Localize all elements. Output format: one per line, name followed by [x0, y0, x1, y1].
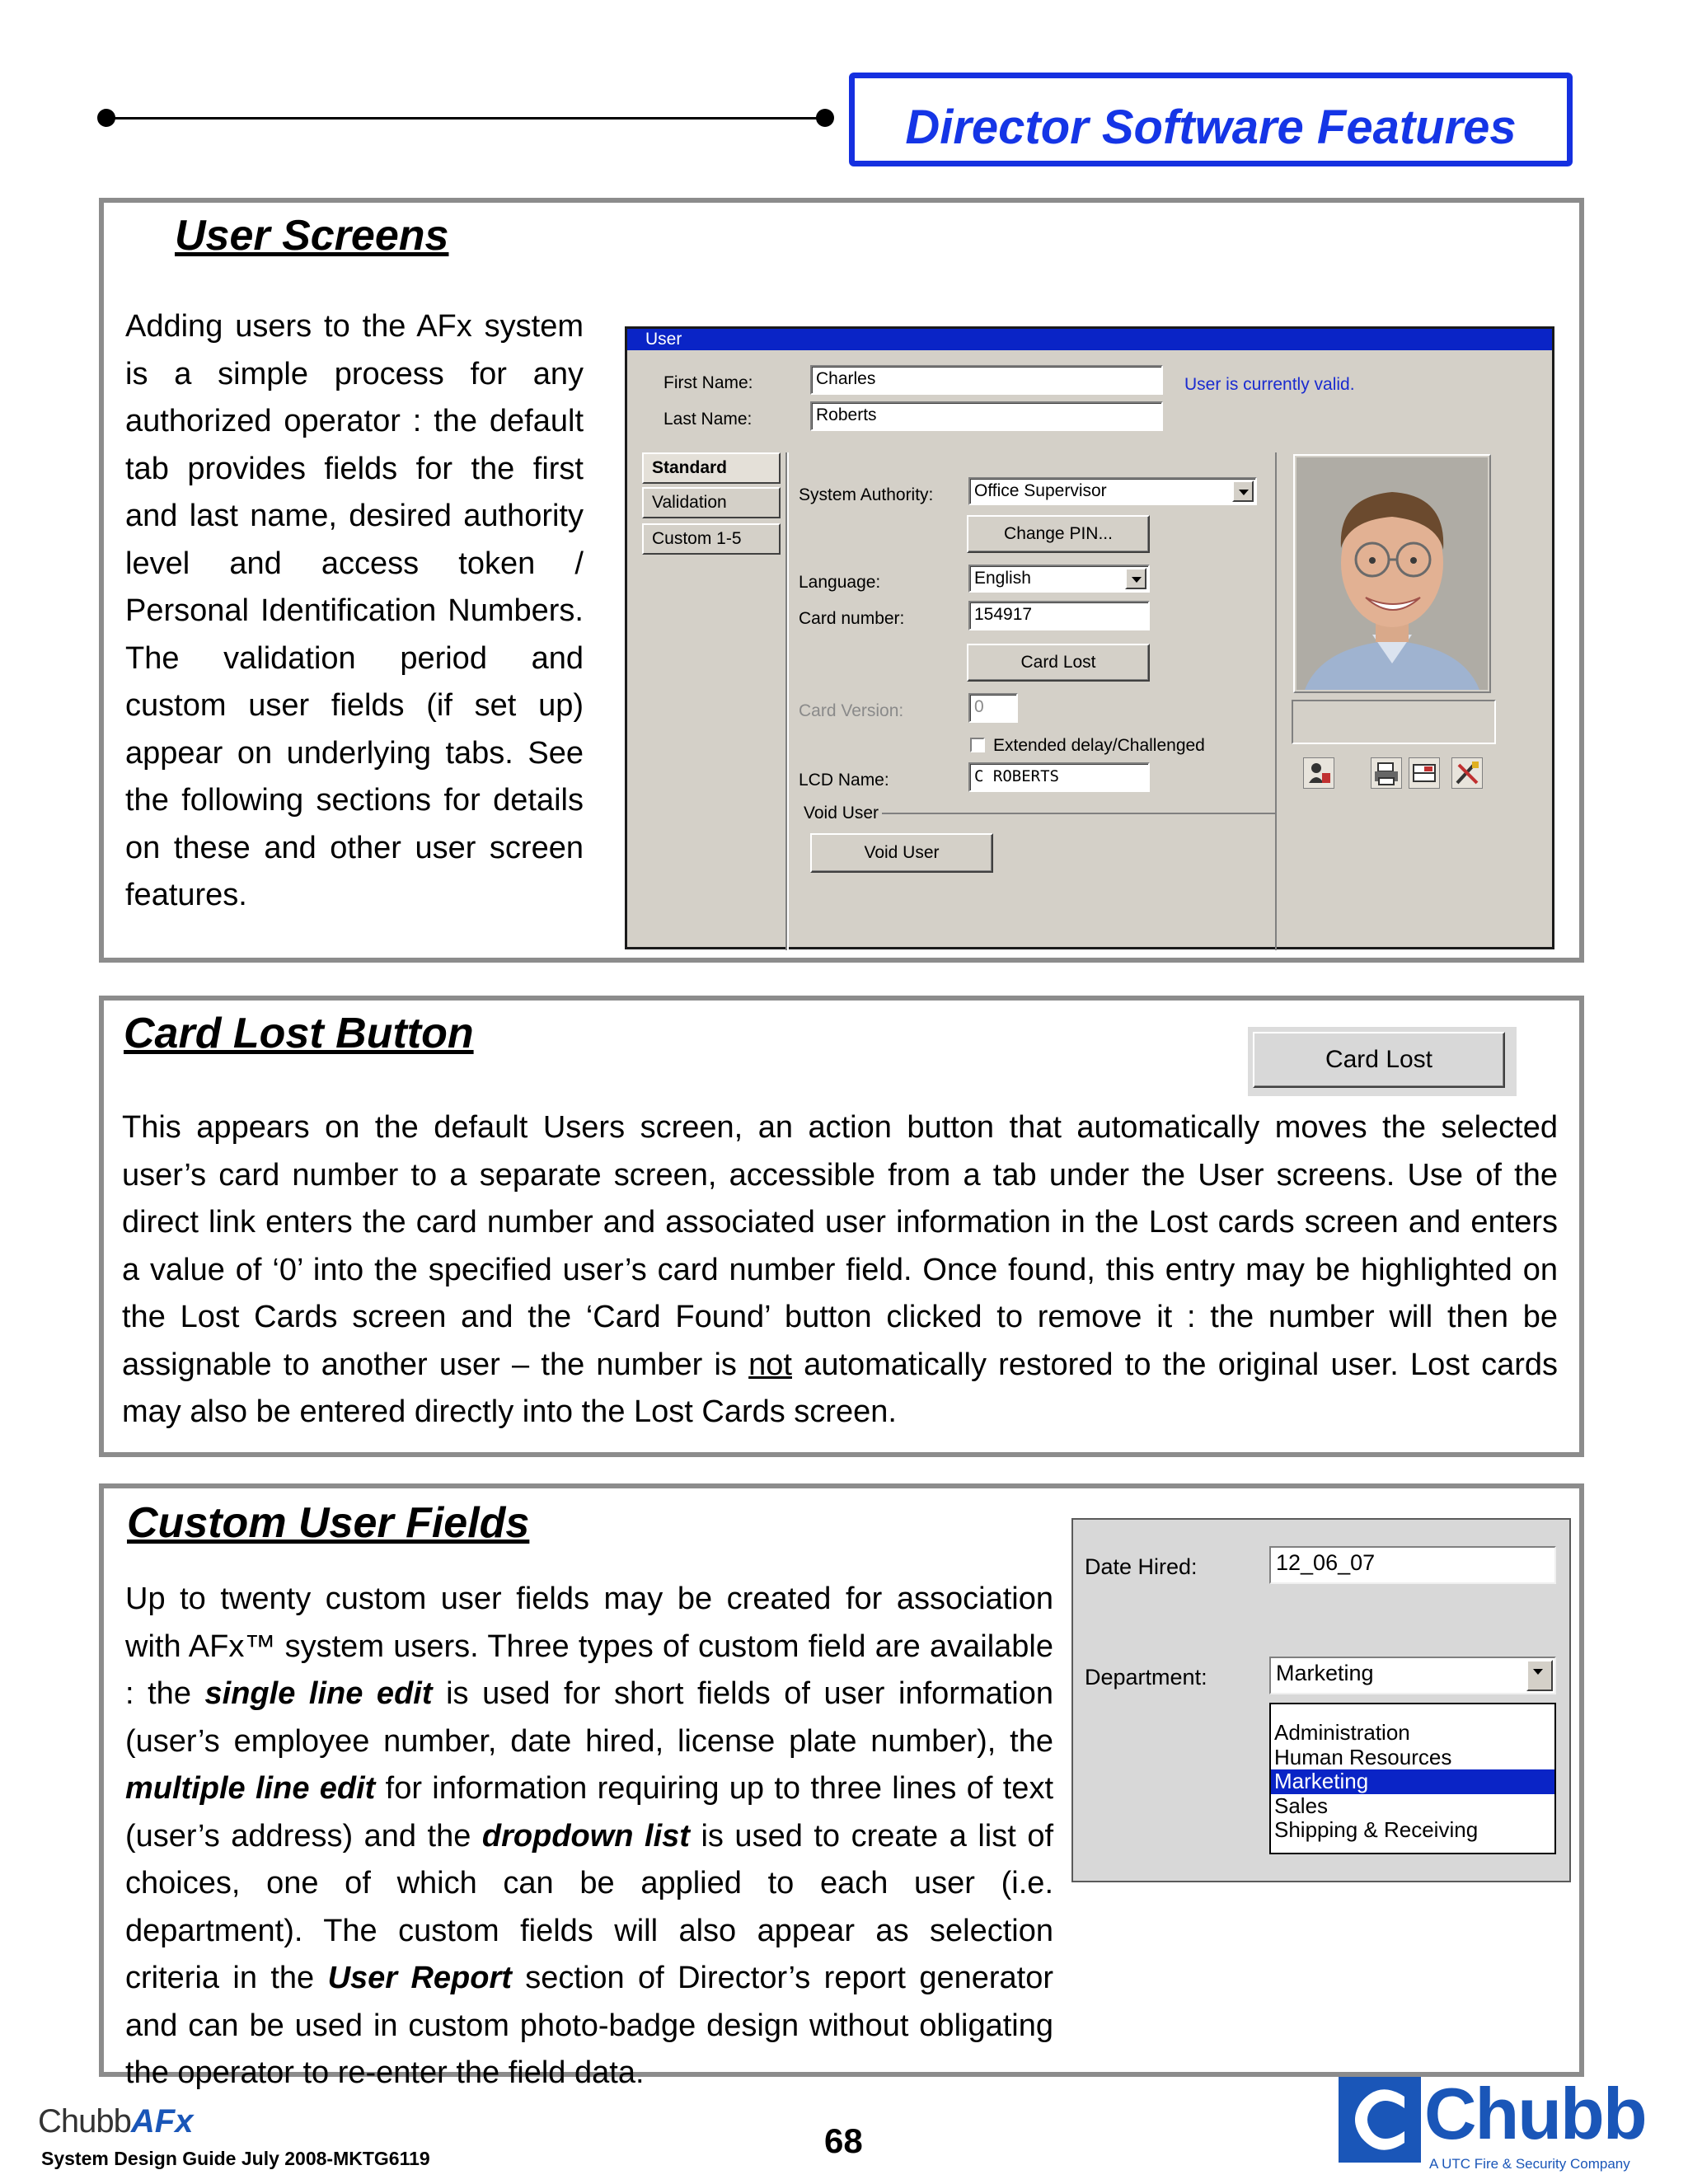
card-lost-paragraph — [122, 1104, 1558, 1436]
tab-strip-highlight — [787, 452, 789, 950]
language-select[interactable] — [968, 565, 1150, 593]
department-select[interactable] — [1269, 1657, 1556, 1694]
department-value: Marketing — [1276, 1661, 1374, 1685]
department-option-selected[interactable]: Marketing — [1271, 1769, 1554, 1794]
card-lost-button[interactable]: Card Lost — [967, 644, 1150, 682]
custom-fields-title: Custom User Fields — [127, 1499, 530, 1547]
void-user-button[interactable]: Void User — [810, 833, 993, 873]
term-multiple-line-edit: multiple line edit — [125, 1771, 376, 1806]
department-option[interactable]: Sales — [1274, 1793, 1329, 1818]
department-options-list — [1269, 1703, 1556, 1854]
language-value: English — [974, 569, 1031, 588]
date-hired-field[interactable]: 12_06_07 — [1269, 1546, 1556, 1584]
card-version-label: Card Version: — [799, 701, 904, 720]
void-user-group-vertical — [1275, 452, 1277, 950]
chevron-down-icon[interactable] — [1526, 1660, 1553, 1691]
department-label: Department: — [1085, 1665, 1207, 1690]
custom-fields-text-2: is used for short fields of user information (user’s employee number, date hired, license plate number), the — [125, 1676, 1054, 1759]
card-lost-text-2: automatically restored to the original user. Lost cards may also be entered directly into the Lost Cards screen. — [122, 1347, 1559, 1429]
tab-standard[interactable]: Standard — [642, 452, 781, 484]
chubb-afx-logo-text-2: AFx — [130, 2103, 194, 2139]
edit-tools-icon[interactable] — [1451, 757, 1483, 789]
department-option[interactable]: Administration — [1274, 1720, 1410, 1745]
card-version-field: 0 — [968, 693, 1018, 723]
custom-fields-text-3: for information requiring up to three lines of text (user’s address) and the — [125, 1771, 1053, 1854]
term-dropdown-list: dropdown list — [481, 1818, 690, 1854]
card-number-label: Card number: — [799, 609, 905, 628]
user-window-titlebar: User — [627, 329, 1552, 350]
custom-fields-text-1: Up to twenty custom user fields may be created for association with AFx™ system users. Three types of custom field are available : the — [125, 1582, 1053, 1711]
first-name-label: First Name: — [663, 373, 753, 392]
tab-validation[interactable]: Validation — [642, 487, 781, 518]
header-title-box — [849, 73, 1573, 166]
last-name-label: Last Name: — [663, 410, 753, 429]
user-window-screenshot — [625, 326, 1554, 949]
badge-layout-icon[interactable] — [1409, 757, 1440, 789]
term-user-report: User Report — [327, 1961, 512, 1995]
page-number: 68 — [824, 2121, 863, 2160]
chubb-logo — [1339, 2073, 1668, 2172]
card-lost-button-large[interactable]: Card Lost — [1253, 1032, 1505, 1088]
chevron-down-icon[interactable] — [1125, 568, 1146, 589]
user-photo-frame — [1293, 454, 1491, 693]
chubb-logo-mark — [1339, 2077, 1421, 2163]
date-hired-label: Date Hired: — [1085, 1554, 1198, 1579]
chubb-tagline: A UTC Fire & Security Company — [1429, 2156, 1630, 2172]
system-authority-value: Office Supervisor — [974, 481, 1107, 500]
user-status-text: User is currently valid. — [1184, 375, 1355, 394]
language-label: Language: — [799, 573, 881, 592]
print-icon[interactable] — [1371, 757, 1402, 789]
user-screens-title: User Screens — [175, 212, 449, 260]
system-authority-label: System Authority: — [799, 485, 934, 504]
card-number-field[interactable]: 154917 — [968, 601, 1150, 630]
custom-fields-screenshot — [1071, 1518, 1571, 1882]
lcd-name-field[interactable]: C ROBERTS — [968, 762, 1150, 792]
header-rule — [106, 117, 824, 120]
term-single-line-edit: single line edit — [204, 1676, 433, 1711]
user-photo — [1296, 457, 1488, 690]
custom-fields-text-5: section of Director’s report generator and can be used in custom photo-badge design without obligating the operator to re-enter the field data. — [125, 1961, 1053, 2090]
first-name-field[interactable]: Charles — [810, 365, 1163, 395]
photo-caption-box — [1292, 700, 1496, 744]
lcd-name-label: LCD Name: — [799, 771, 889, 790]
extended-delay-label: Extended delay/Challenged — [993, 736, 1205, 755]
department-option[interactable]: Human Resources — [1274, 1744, 1452, 1769]
chubb-afx-logo — [38, 2103, 193, 2139]
user-capture-icon[interactable] — [1303, 757, 1334, 789]
custom-fields-paragraph-top — [125, 1576, 1054, 2090]
card-lost-title: Card Lost Button — [124, 1010, 474, 1057]
department-option[interactable]: Shipping & Receiving — [1274, 1817, 1479, 1842]
footer-guide-text: System Design Guide July 2008-MKTG6119 — [41, 2148, 430, 2169]
tab-custom-1-5[interactable]: Custom 1-5 — [642, 523, 781, 555]
system-authority-select[interactable] — [968, 477, 1257, 505]
card-lost-text-1: This appears on the default Users screen, an action button that automatically moves the selected user’s card number to a separate screen, accessible from a tab under the User screens. Use of the direct link enters the card number and associated user information in the Lost cards screen and enters a value of ‘0’ into the specified user’s card number field. Once found, this entry may be highlighted on the Lost Cards screen and the ‘Card Found’ button clicked to remove it : the number will then be assignable to another user – the number is — [122, 1110, 1558, 1382]
void-user-group-label: Void User — [800, 804, 882, 823]
last-name-field[interactable]: Roberts — [810, 401, 1163, 431]
card-lost-text-underlined: not — [748, 1347, 792, 1382]
change-pin-button[interactable]: Change PIN... — [967, 515, 1150, 553]
extended-delay-checkbox[interactable] — [970, 738, 985, 752]
chevron-down-icon[interactable] — [1232, 480, 1254, 502]
header-title: Director Software Features — [905, 101, 1517, 154]
user-screens-paragraph: Adding users to the AFx system is a simple process for any authorized operator : the default tab provides fields for the first and last name, desired authority level and access token / Personal Identification Numbers. The validation period and custom user fields (if set up) appear on underlying tabs. See the following sections for details on these and other user screen features. — [125, 309, 584, 912]
chubb-logo-text: Chubb — [1424, 2073, 1646, 2154]
custom-fields-text-4: is used to create a list of choices, one of which can be applied to each user (i.e. department). The custom fields will also appear as selection criteria in the — [125, 1818, 1054, 1995]
header-line-dot-right — [816, 109, 834, 127]
chubb-afx-logo-text-1: Chubb — [38, 2103, 131, 2139]
